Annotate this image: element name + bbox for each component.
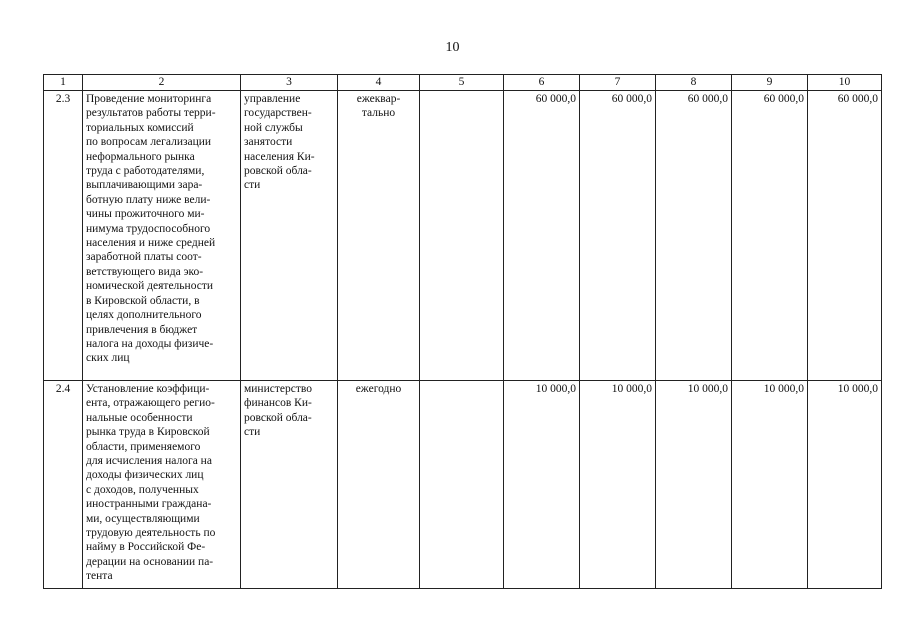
measure-description: Установление коэффици- ента, отражающего регио- нальные особенности рынка труда в Кировской области, применяемого для исчисления налога на доходы физических лиц с доходов, полученных иностранными граждана- ми, осуществляющими трудовую деятельность по найму в Российской Фе- дерации на основании па- тента (83, 381, 241, 589)
budget-measures-table (43, 74, 882, 589)
responsible-executor: управление государствен- ной службы занятости населения Ки- ровской обла- сти (241, 91, 338, 381)
column-header: 3 (241, 75, 338, 91)
column-header: 10 (808, 75, 882, 91)
execution-period: ежеквар- тально (338, 91, 420, 381)
column-header: 1 (44, 75, 83, 91)
value-col-8: 10 000,0 (656, 381, 732, 589)
row-number: 2.3 (44, 91, 83, 381)
column-header: 9 (732, 75, 808, 91)
column-header: 7 (580, 75, 656, 91)
measure-description: Проведение мониторинга результатов работы терри- ториальных комиссий по вопросам легализации неформального рынка труда с работодателями, выплачивающими зара- ботную плату ниже вели- чины прожиточного ми- нимума трудоспособного населения и ниже средней заработной платы соот- ветствующего вида эко- номической деятельности в Кировской области, в целях дополнительного привлечения в бюджет налога на доходы физиче- ских лиц (83, 91, 241, 381)
value-col-6: 10 000,0 (504, 381, 580, 589)
column-5-cell (420, 381, 504, 589)
responsible-executor: министерство финансов Ки- ровской обла- сти (241, 381, 338, 589)
column-header: 2 (83, 75, 241, 91)
value-col-8: 60 000,0 (656, 91, 732, 381)
table-header-row (44, 75, 882, 91)
value-col-9: 10 000,0 (732, 381, 808, 589)
column-5-cell (420, 91, 504, 381)
row-number: 2.4 (44, 381, 83, 589)
page-number: 10 (445, 40, 460, 55)
column-header: 5 (420, 75, 504, 91)
value-col-10: 10 000,0 (808, 381, 882, 589)
execution-period: ежегодно (338, 381, 420, 589)
value-col-7: 60 000,0 (580, 91, 656, 381)
table-row (44, 91, 882, 381)
value-col-10: 60 000,0 (808, 91, 882, 381)
value-col-9: 60 000,0 (732, 91, 808, 381)
value-col-7: 10 000,0 (580, 381, 656, 589)
table-row (44, 381, 882, 589)
column-header: 8 (656, 75, 732, 91)
value-col-6: 60 000,0 (504, 91, 580, 381)
column-header: 4 (338, 75, 420, 91)
column-header: 6 (504, 75, 580, 91)
